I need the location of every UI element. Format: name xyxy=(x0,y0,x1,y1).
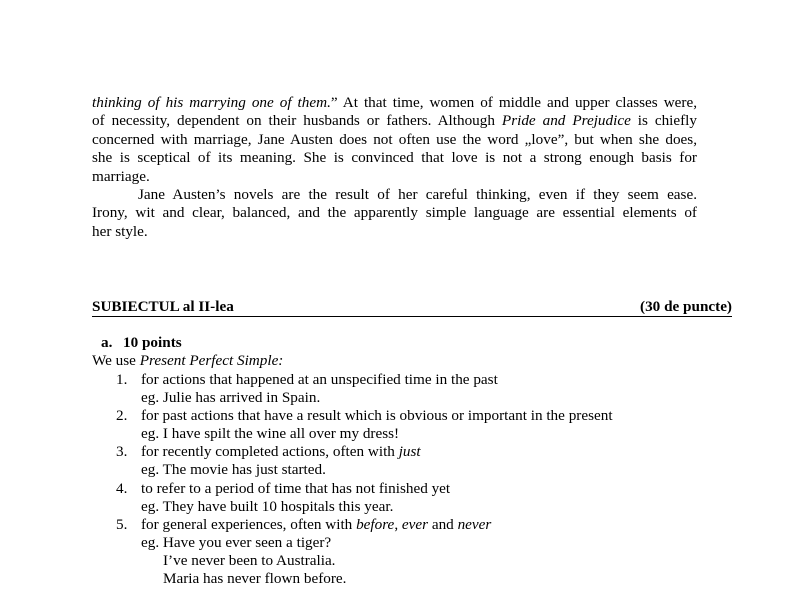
text-line: her style. xyxy=(92,222,148,240)
intro-prefix: We use xyxy=(92,352,140,369)
keyword: before xyxy=(356,515,395,533)
example-text: eg. Have you ever seen a tiger? xyxy=(141,533,332,551)
item-text xyxy=(141,516,491,534)
text-span: Jane Austen’s novels are the result of her careful thinking, even if they seem ease. xyxy=(138,186,697,203)
text-line xyxy=(92,94,697,112)
example-text: I’ve never been to Australia. xyxy=(163,551,336,569)
example-line xyxy=(0,498,790,516)
subject-header xyxy=(92,298,732,317)
text-span: of necessity, dependent on their husbands or fathers. Although xyxy=(92,112,502,130)
text-span: for recently completed actions, often with xyxy=(141,443,399,461)
paragraph-austen-style xyxy=(92,186,697,241)
book-title: Pride and Prejudice xyxy=(501,112,631,130)
list-item xyxy=(0,516,790,534)
list-item xyxy=(0,371,790,389)
example-line xyxy=(0,552,790,570)
text-span: , xyxy=(394,515,402,533)
item-number: 1. xyxy=(116,371,128,388)
item-text: for past actions that have a result which is obvious or important in the present xyxy=(141,407,613,425)
item-number: 2. xyxy=(116,407,128,425)
keyword: ever xyxy=(401,515,429,533)
section-points: 10 points xyxy=(123,334,182,351)
italic-quote: thinking of his marrying one of them. xyxy=(92,94,331,111)
tense-name: Present Perfect Simple: xyxy=(139,352,284,369)
keyword: never xyxy=(457,515,492,533)
intro-line xyxy=(92,352,283,370)
example-line xyxy=(0,389,790,407)
example-text: eg. The movie has just started. xyxy=(141,461,326,479)
item-text xyxy=(141,443,421,461)
item-text: for actions that happened at an unspecified time in the past xyxy=(141,371,498,388)
example-line xyxy=(0,425,790,443)
paragraph-austen-marriage xyxy=(92,94,697,186)
text-line xyxy=(92,186,697,204)
text-span: and xyxy=(428,515,458,533)
example-line xyxy=(0,461,790,479)
rules-list xyxy=(0,371,790,588)
text-span: for general experiences, often with xyxy=(141,515,357,533)
list-item xyxy=(0,407,790,425)
list-item xyxy=(0,443,790,461)
list-item xyxy=(0,480,790,498)
example-text: eg. They have built 10 hospitals this year. xyxy=(141,497,394,515)
subject-points: (30 de puncte) xyxy=(640,298,732,315)
item-number: 4. xyxy=(116,479,128,497)
text-line: marriage. xyxy=(92,167,150,185)
section-a-title xyxy=(101,334,182,352)
example-line xyxy=(0,534,790,552)
item-text: to refer to a period of time that has not finished yet xyxy=(141,479,451,497)
example-text: eg. Julie has arrived in Spain. xyxy=(141,389,321,407)
text-line: Irony, wit and clear, balanced, and the apparently simple language are essential elements of xyxy=(92,204,697,222)
text-line xyxy=(92,112,697,130)
subject-title: SUBIECTUL al II-lea xyxy=(92,298,234,315)
text-span: ” At that time, women of middle and upper classes were, xyxy=(330,94,697,111)
text-span: is chiefly xyxy=(630,112,698,130)
text-line: she is sceptical of its meaning. She is convinced that love is not a strong enough basis for xyxy=(92,149,697,167)
example-text: Maria has never flown before. xyxy=(163,570,347,588)
section-marker: a. xyxy=(101,334,113,351)
text-line: concerned with marriage, Jane Austen does not often use the word „love”, but when she does, xyxy=(92,130,697,148)
item-number: 3. xyxy=(116,443,128,461)
example-line xyxy=(0,570,790,588)
example-text: eg. I have spilt the wine all over my dress! xyxy=(141,425,400,443)
keyword: just xyxy=(398,443,421,461)
item-number: 5. xyxy=(116,515,128,533)
